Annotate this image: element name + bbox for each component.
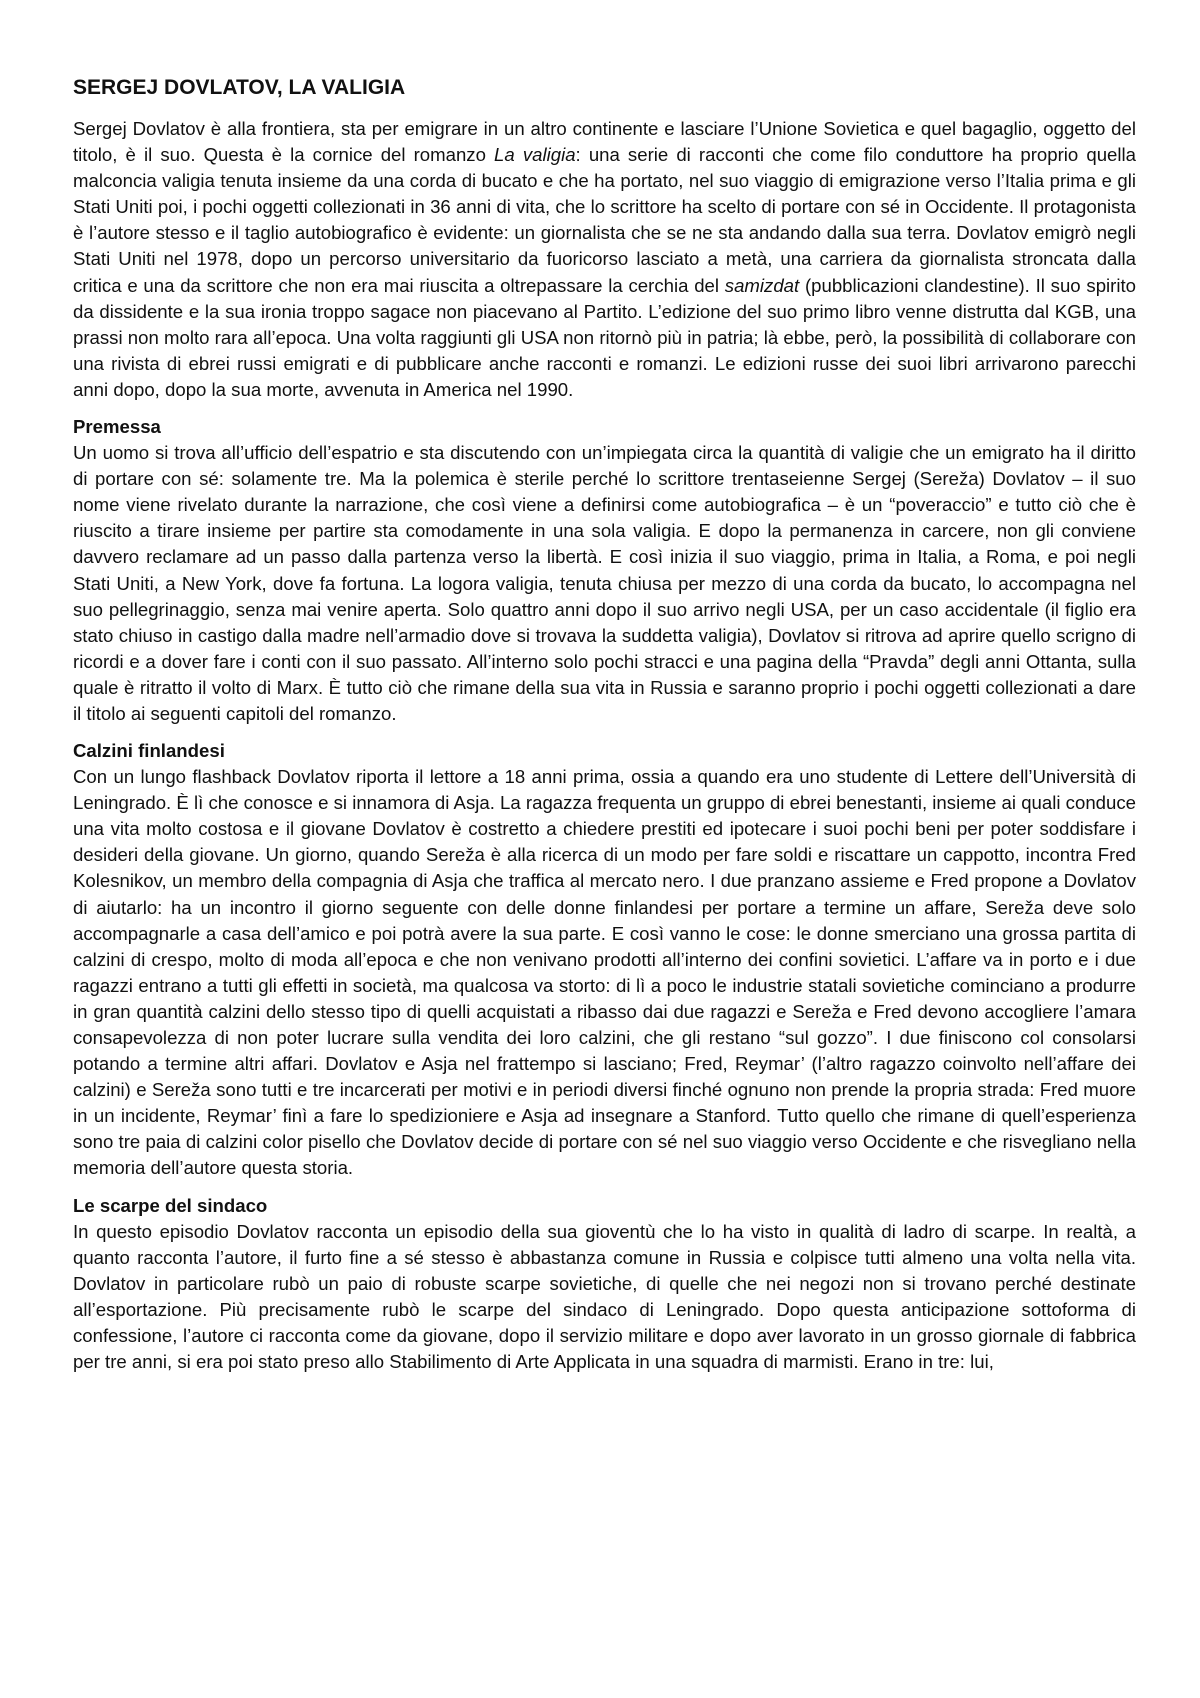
document-page [73,74,1136,1375]
section-body: Un uomo si trova all’ufficio dell’espatrio e sta discutendo con un’impiegata circa la quantità di valigie che un emigrato ha il diritto di portare con sé: solamente tre. Ma la polemica è sterile perché lo scrittore trentaseienne Sergej (Sereža) Dovlatov – il suo nome viene rivelato durante la narrazione, che così viene a definirsi come autobiografica – è un “poveraccio” e tutto ciò che è riuscito a tirare insieme per partire sta comodamente in una sola valigia. E dopo la permanenza in carcere, non gli conviene davvero reclamare ad un passo dalla partenza verso la libertà. E così inizia il suo viaggio, prima in Italia, a Roma, e poi negli Stati Uniti, a New York, dove fa fortuna. La logora valigia, tenuta chiusa per mezzo di una corda da bucato, lo accompagna nel suo pellegrinaggio, senza mai venire aperta. Solo quattro anni dopo il suo arrivo negli USA, per un caso accidentale (il figlio era stato chiuso in castigo dalla madre nell’armadio dove si trovava la suddetta valigia), Dovlatov si ritrova ad aprire quello scrigno di ricordi e a dover fare i conti con il suo passato. All’interno solo pochi stracci e una pagina della “Pravda” degli anni Ottanta, sulla quale è ritratto il volto di Marx. È tutto ciò che rimane della sua vita in Russia e saranno proprio i pochi oggetti collezionati a dare il titolo ai seguenti capitoli del romanzo. [73,442,1136,724]
intro-text-3: (pubblicazioni clandestine). Il suo spirito da dissidente e la sua ironia troppo sagace non piacevano al Partito. L’edizione del suo primo libro venne distrutta dal KGB, una prassi non molto rara all’epoca. Una volta raggiunti gli USA non ritornò più in patria; là ebbe, però, la possibilità di collaborare con una rivista di ebrei russi emigrati e di pubblicare anche racconti e romanzi. Le edizioni russe dei suoi libri arrivarono parecchi anni dopo, dopo la sua morte, avvenuta in America nel 1990. [73,274,1136,400]
section-body: Con un lungo flashback Dovlatov riporta il lettore a 18 anni prima, ossia a quando era uno studente di Lettere dell’Università di Leningrado. È lì che conosce e si innamora di Asja. La ragazza frequenta un gruppo di ebrei benestanti, insieme ai quali conduce una vita molto costosa e il giovane Dovlatov è costretto a chiedere prestiti ed ipotecare i suoi pochi beni per poter soddisfare i desideri della giovane. Un giorno, quando Sereža è alla ricerca di un modo per fare soldi e riscattare un cappotto, incontra Fred Kolesnikov, un membro della compagnia di Asja che traffica al mercato nero. I due pranzano assieme e Fred propone a Dovlatov di aiutarlo: ha un incontro il giorno seguente con delle donne finlandesi per portare a termine un affare, Sereža deve solo accompagnarle a casa dell’amico e poi potrà avere la sua parte. E così vanno le cose: le donne smerciano una grossa partita di calzini di crespo, molto di moda all’epoca e che non venivano prodotti all’interno dei confini sovietici. L’affare va in porto e i due ragazzi entrano a tutti gli effetti in società, ma qualcosa va storto: di lì a poco le industrie statali sovietiche cominciano a produrre in gran quantità calzini dello stesso tipo di quelli acquistati a ribasso dai due ragazzi e Sereža e Fred devono accogliere l’amara consapevolezza di non poter lucrare sulla vendita dei loro calzini, che gli restano “sul gozzo”. I due finiscono col consolarsi potando a termine altri affari. Dovlatov e Asja nel frattempo si lasciano; Fred, Reymar’ (l’altro ragazzo coinvolto nell’affare dei calzini) e Sereža sono tutti e tre incarcerati per motivi e in periodi diversi finché ognuno non prende la propria strada: Fred muore in un incidente, Reymar’ finì a fare lo spedizioniere e Asja ad insegnare a Stanford. Tutto quello che rimane di quell’esperienza sono tre paia di calzini color pisello che Dovlatov decide di portare con sé nel suo viaggio verso Occidente e che risvegliano nella memoria dell’autore questa storia. [73,766,1136,1179]
document-title: SERGEJ DOVLATOV, LA VALIGIA [73,76,406,99]
intro-text-2: : una serie di racconti che come filo conduttore ha proprio quella malconcia valigia tenuta insieme da una corda di bucato e che ha portato, nel suo viaggio di emigrazione verso l’Italia prima e gli Stati Uniti poi, i pochi oggetti collezionati in 36 anni di vita, che lo scrittore ha scelto di portare con sé in Occidente. Il protagonista è l’autore stesso e il taglio autobiografico è evidente: un giornalista che se ne sta andando dalla sua terra. Dovlatov emigrò negli Stati Uniti nel 1978, dopo un percorso universitario da fuoricorso lasciato a metà, una carriera da giornalista stroncata dalla critica e una da scrittore che non era mai riuscita a oltrepassare la cerchia del [73,144,1136,296]
intro-text-1: Sergej Dovlatov è alla frontiera, sta per emigrare in un altro continente e lasciare l’Unione Sovietica e quel bagaglio, oggetto del titolo, è il suo. Questa è la cornice del romanzo [73,118,1136,166]
samizdat-italic: samizdat [724,274,800,296]
section-heading: Premessa [73,416,161,438]
intro-paragraph [73,116,1136,403]
book-title-italic: La valigia [494,144,576,166]
section-heading: Calzini finlandesi [73,740,225,762]
section-heading: Le scarpe del sindaco [73,1194,268,1216]
section-body: In questo episodio Dovlatov racconta un episodio della sua gioventù che lo ha visto in qualità di ladro di scarpe. In realtà, a quanto racconta l’autore, il furto fine a sé stesso è abbastanza comune in Russia e colpisce tutti almeno una volta nella vita. Dovlatov in particolare rubò un paio di robuste scarpe sovietiche, di quelle che nei negozi non si trovano perché destinate all’esportazione. Più precisamente rubò le scarpe del sindaco di Leningrado. Dopo questa anticipazione sottoforma di confessione, l’autore ci racconta come da giovane, dopo il servizio militare e dopo aver lavorato in un grosso giornale di fabbrica per tre anni, si era poi stato preso allo Stabilimento di Arte Applicata in una squadra di marmisti. Erano in tre: lui, [73,1220,1136,1373]
section-scarpe-del-sindaco [73,1193,1136,1376]
section-premessa [73,414,1136,727]
section-calzini-finlandesi [73,738,1136,1182]
